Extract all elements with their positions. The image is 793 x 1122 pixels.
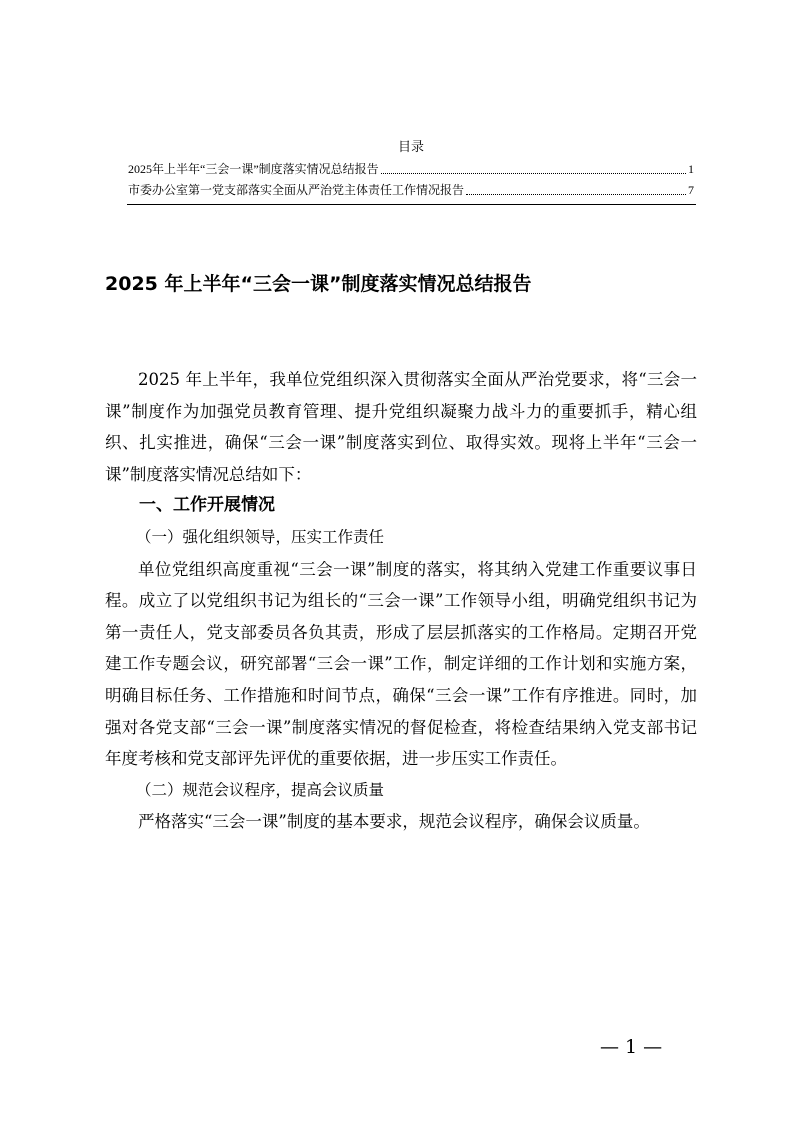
toc-entry-text: 市委办公室第一党支部落实全面从严治党主体责任工作情况报告 [128, 183, 465, 197]
toc-entry[interactable] [128, 159, 694, 180]
toc-dot-leader [466, 194, 686, 195]
subsection-heading: （二）规范会议程序，提高会议质量 [136, 780, 385, 799]
toc-entry[interactable] [128, 180, 694, 201]
toc-entry-page: 1 [688, 162, 694, 176]
table-of-contents [128, 139, 694, 201]
toc-divider [127, 204, 696, 205]
document-body [105, 364, 697, 838]
toc-entry-page: 7 [688, 183, 694, 197]
page-number: — 1 — [600, 1036, 663, 1058]
subsection-heading: （一）强化组织领导，压实工作责任 [136, 527, 385, 546]
body-paragraph: 单位党组织高度重视“三会一课”制度的落实，将其纳入党建工作重要议事日程。成立了以党组织书记为组长的“三会一课”工作领导小组，明确党组织书记为第一责任人，党支部委员各负其责，形成了层层抓落实的工作格局。定期召开党建工作专题会议，研究部署“三会一课”工作，制定详细的工作计划和实施方案，明确目标任务、工作措施和时间节点，确保“三会一课”工作有序推进。同时，加强对各党支部“三会一课”制度落实情况的督促检查，将检查结果纳入党支部书记年度考核和党支部评先评优的重要依据，进一步压实工作责任。 [105, 559, 697, 769]
toc-entry-text: 2025年上半年“三会一课”制度落实情况总结报告 [128, 162, 379, 176]
toc-title: 目录 [397, 139, 424, 154]
document-title: 2025 年上半年“三会一课”制度落实情况总结报告 [105, 273, 532, 295]
section-heading: 一、工作开展情况 [139, 495, 275, 516]
body-paragraph: 严格落实“三会一课”制度的基本要求，规范会议程序，确保会议质量。 [138, 812, 650, 832]
intro-paragraph: 2025 年上半年，我单位党组织深入贯彻落实全面从严治党要求，将“三会一课”制度作为加强党员教育管理、提升党组织凝聚力战斗力的重要抓手，精心组织、扎实推进，确保“三会一课”制度落实到位、取得实效。现将上半年“三会一课”制度落实情况总结如下： [105, 370, 697, 484]
toc-dot-leader [381, 173, 686, 174]
